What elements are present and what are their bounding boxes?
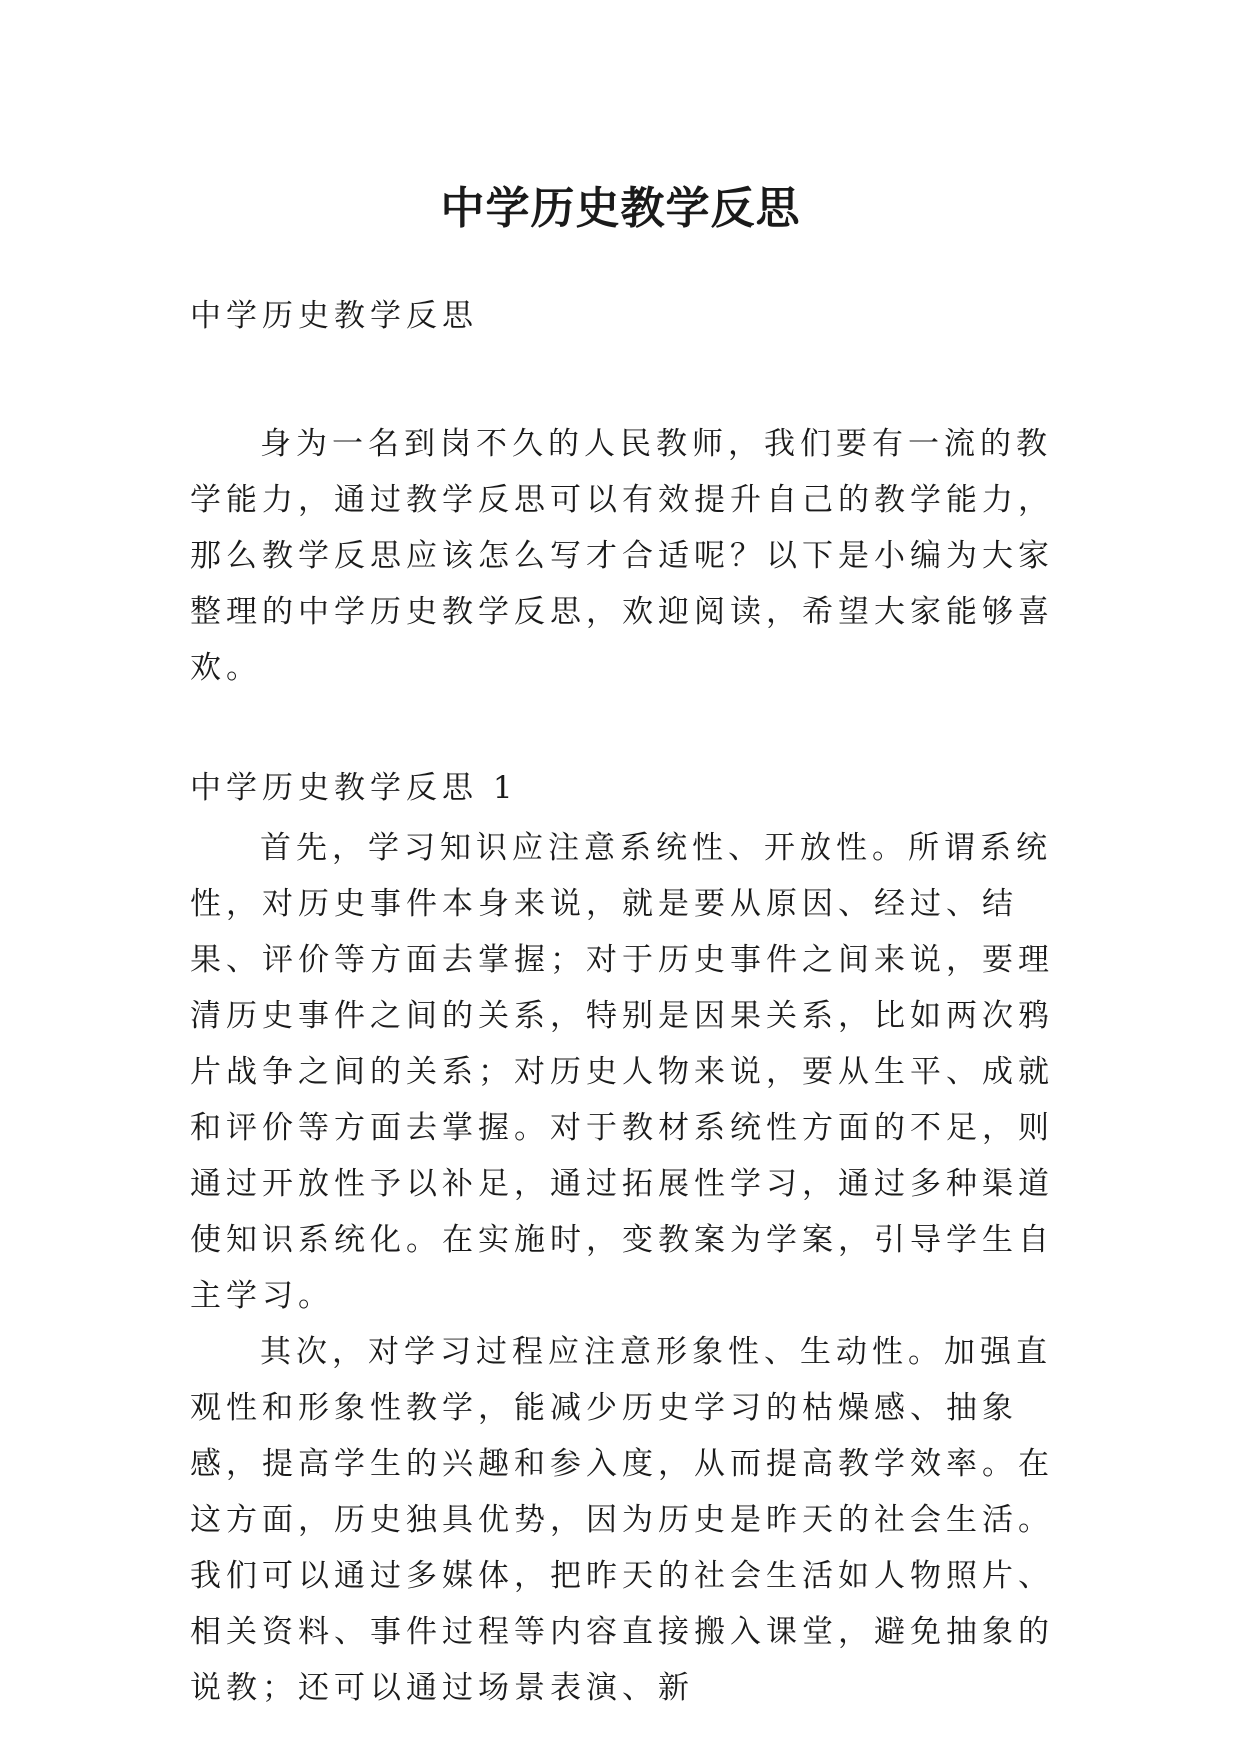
intro-paragraph: 身为一名到岗不久的人民教师，我们要有一流的教学能力，通过教学反思可以有效提升自己的教学能力，那么教学反思应该怎么写才合适呢？以下是小编为大家整理的中学历史教学反思，欢迎阅读，希望大家能够喜欢。 xyxy=(190,426,1054,686)
body-paragraph: 其次，对学习过程应注意形象性、生动性。加强直观性和形象性教学，能减少历史学习的枯燥感、抽象感，提高学生的兴趣和参入度，从而提高教学效率。在这方面，历史独具优势，因为历史是昨天的社会生活。我们可以通过多媒体，把昨天的社会生活如人物照片、相关资料、事件过程等内容直接搬入课堂，避免抽象的说教；还可以通过场景表演、新 xyxy=(190,1334,1054,1706)
document-body xyxy=(190,288,1060,1716)
document-subtitle: 中学历史教学反思 xyxy=(190,298,478,334)
document-title: 中学历史教学反思 xyxy=(440,183,801,235)
body-paragraph: 首先，学习知识应注意系统性、开放性。所谓系统性，对历史事件本身来说，就是要从原因、经过、结果、评价等方面去掌握；对于历史事件之间来说，要理清历史事件之间的关系，特别是因果关系，比如两次鸦片战争之间的关系；对历史人物来说，要从生平、成就和评价等方面去掌握。对于教材系统性方面的不足，则通过开放性予以补足，通过拓展性学习，通过多种渠道使知识系统化。在实施时，变教案为学案，引导学生自主学习。 xyxy=(190,830,1054,1314)
section-heading: 中学历史教学反思 1 xyxy=(190,770,518,806)
